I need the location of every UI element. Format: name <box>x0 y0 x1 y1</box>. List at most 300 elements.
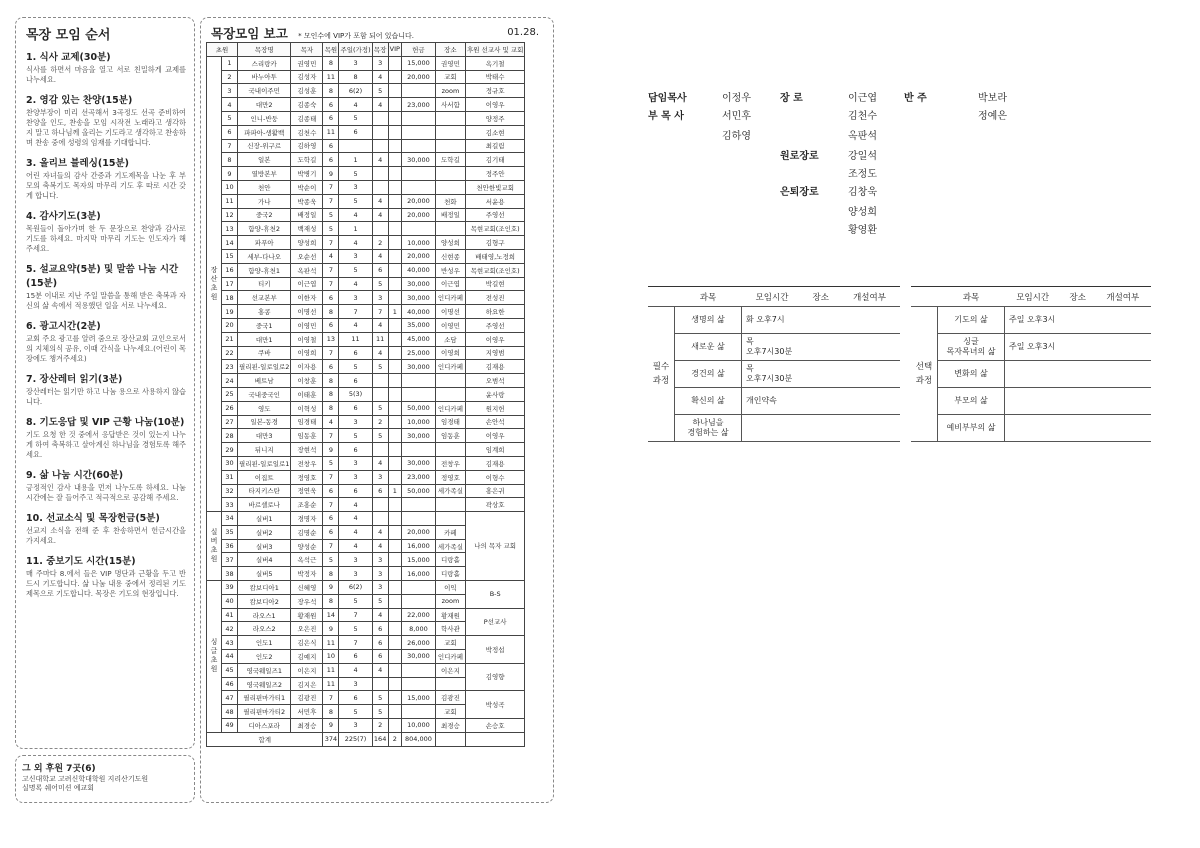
meeting-order-list <box>16 49 194 599</box>
report-cell: 5 <box>339 111 372 125</box>
report-cell: 6 <box>323 98 339 112</box>
report-cell: 6(2) <box>339 581 372 595</box>
report-cell: 31 <box>222 470 238 484</box>
report-cell: 5 <box>339 360 372 374</box>
report-cell: 디랑홀 <box>435 567 465 581</box>
emeritus-elder-label: 원로장로 <box>780 151 819 162</box>
report-cell: 49 <box>222 719 238 733</box>
report-cell: 7 <box>323 498 339 512</box>
course-subject: 예비부부의 삶 <box>938 415 1005 442</box>
report-cell: 이한자 <box>291 291 323 305</box>
report-cell: 전성진 <box>465 291 524 305</box>
course-side-label: 선택과정 <box>911 307 938 442</box>
course-subject: 확신의 삶 <box>675 388 742 415</box>
report-row <box>207 291 525 305</box>
report-cell: 23,000 <box>401 98 435 112</box>
report-cell: 36 <box>222 539 238 553</box>
report-cell <box>388 139 401 153</box>
report-cell: 이은지 <box>435 663 465 677</box>
report-cell <box>388 346 401 360</box>
course-row <box>648 334 900 361</box>
report-cell: 천화 <box>435 194 465 208</box>
report-cell-missionary: 박정섭 <box>465 636 524 664</box>
meeting-order-item <box>26 510 186 546</box>
report-cell: 45,000 <box>401 332 435 346</box>
report-cell: 이근엽 <box>291 277 323 291</box>
report-cell: 5 <box>339 263 372 277</box>
report-cell: 6(2) <box>339 84 372 98</box>
report-cell: 5 <box>323 553 339 567</box>
report-cell: 10 <box>222 180 238 194</box>
associate-pastor-name: 서민후 <box>722 111 751 122</box>
report-cell: 세가족실 <box>435 539 465 553</box>
report-cell: 41 <box>222 608 238 622</box>
report-cell: 2 <box>372 719 388 733</box>
report-cell <box>372 498 388 512</box>
report-cell: 이익 <box>435 581 465 595</box>
report-cell: 42 <box>222 622 238 636</box>
report-cell <box>372 111 388 125</box>
report-cell: 13 <box>222 222 238 236</box>
report-cell: 6 <box>339 374 372 388</box>
course-subject: 부모의 삶 <box>938 388 1005 415</box>
report-cell <box>388 622 401 636</box>
report-cell <box>388 650 401 664</box>
report-cell: 7 <box>339 636 372 650</box>
report-row <box>207 332 525 346</box>
report-cell: 목현교회(조인호) <box>465 263 524 277</box>
report-cell: 14 <box>323 608 339 622</box>
report-cell: 4 <box>339 539 372 553</box>
report-cell: 30,000 <box>401 291 435 305</box>
report-cell <box>388 208 401 222</box>
report-cell: 주영선 <box>465 318 524 332</box>
report-cell-missionary: 박성곡 <box>465 691 524 719</box>
report-cell: 50,000 <box>401 484 435 498</box>
report-cell: 6 <box>323 153 339 167</box>
report-cell: 캄보디아2 <box>238 594 291 608</box>
report-cell <box>401 387 435 401</box>
report-cell: 1 <box>388 305 401 319</box>
course-row <box>911 415 1151 442</box>
course-subject: 변화의 삶 <box>938 361 1005 388</box>
report-cell <box>388 153 401 167</box>
report-cell: 20,000 <box>401 525 435 539</box>
retired-elder-name: 황영환 <box>848 225 877 236</box>
report-cell: 9 <box>323 167 339 181</box>
report-cell: 권영민 <box>435 56 465 70</box>
course-header-side <box>911 287 938 307</box>
report-cell <box>388 332 401 346</box>
report-cell: 20,000 <box>401 194 435 208</box>
report-cell: 20,000 <box>401 70 435 84</box>
report-cell <box>372 167 388 181</box>
report-cell: 스리랑카 <box>238 56 291 70</box>
report-cell: 4 <box>372 208 388 222</box>
report-cell: 3 <box>372 553 388 567</box>
report-cell <box>401 374 435 388</box>
report-cell: 35 <box>222 525 238 539</box>
course-time <box>1005 388 1152 415</box>
emeritus-elder-name: 강일석 <box>848 151 877 162</box>
report-cell <box>339 139 372 153</box>
report-cell: 이명선 <box>291 305 323 319</box>
report-cell: 11 <box>339 332 372 346</box>
report-cell: 5 <box>222 111 238 125</box>
course-time <box>742 415 901 442</box>
report-cell <box>388 236 401 250</box>
report-total-vip: 2 <box>388 732 401 746</box>
report-cell: 박태수 <box>465 70 524 84</box>
report-cell: 3 <box>339 677 372 691</box>
report-cell: 옥기철 <box>465 56 524 70</box>
report-cell: 1 <box>339 222 372 236</box>
report-cell: 25 <box>222 387 238 401</box>
report-cell: 16 <box>222 263 238 277</box>
report-cell: 홍콩 <box>238 305 291 319</box>
report-row <box>207 636 525 650</box>
report-cell: 최경승 <box>435 719 465 733</box>
report-cell <box>435 222 465 236</box>
course-time: 목 오후7시30분 <box>742 334 901 361</box>
report-cell: 교회 <box>435 70 465 84</box>
report-cell: 4 <box>372 346 388 360</box>
report-cell: 8 <box>323 374 339 388</box>
report-cell: 세부-다나오 <box>238 249 291 263</box>
course-header-cell: 개설여부 <box>839 287 900 307</box>
report-cell: 6 <box>339 346 372 360</box>
report-cell: 5 <box>339 622 372 636</box>
report-cell: 37 <box>222 553 238 567</box>
report-cell: 7 <box>323 429 339 443</box>
report-title: 목장모임 보고 <box>211 26 288 41</box>
report-cell: 3 <box>372 291 388 305</box>
report-cell: 5 <box>372 594 388 608</box>
report-cell: 라오스2 <box>238 622 291 636</box>
report-cell <box>388 98 401 112</box>
meeting-order-title: 목장 모임 순서 <box>26 28 111 43</box>
retired-elder-name: 양성희 <box>848 207 877 218</box>
report-cell: 40,000 <box>401 305 435 319</box>
report-cell: 6 <box>323 360 339 374</box>
report-cell <box>388 70 401 84</box>
report-cell: 48 <box>222 705 238 719</box>
report-cell-missionary: 나의 목자 교회 <box>465 512 524 581</box>
report-header-cell: 장소 <box>435 43 465 57</box>
report-cell: 17 <box>222 277 238 291</box>
report-cell: 4 <box>372 318 388 332</box>
report-cell <box>388 125 401 139</box>
course-time: 주일 오후3시 <box>1005 334 1152 361</box>
report-group-cell: 실버초원 <box>207 512 222 581</box>
report-cell <box>388 374 401 388</box>
report-row <box>207 456 525 470</box>
report-cell: 사서함 <box>435 98 465 112</box>
report-cell: 3 <box>372 470 388 484</box>
meeting-order-item <box>26 261 186 311</box>
report-cell: 3 <box>339 567 372 581</box>
report-cell: 11 <box>323 70 339 84</box>
report-cell: 11 <box>372 332 388 346</box>
report-cell: 영도 <box>238 401 291 415</box>
report-cell: 파푸아 <box>238 236 291 250</box>
report-cell: 국내중국인 <box>238 387 291 401</box>
report-cell: 인디카페 <box>435 360 465 374</box>
report-cell: 3 <box>222 84 238 98</box>
meeting-order-item <box>26 553 186 599</box>
report-cell: 6 <box>372 650 388 664</box>
report-cell: 장우석 <box>291 594 323 608</box>
report-cell: 23 <box>222 360 238 374</box>
report-cell: 4 <box>372 153 388 167</box>
report-cell: 5 <box>339 167 372 181</box>
report-cell: zoom <box>435 84 465 98</box>
report-cell: 뒤니지 <box>238 443 291 457</box>
report-cell <box>388 415 401 429</box>
report-cell: 이명선 <box>435 305 465 319</box>
meeting-order-item-desc: 선교지 소식을 전해 준 후 찬송하면서 헌금시간을 가지세요. <box>26 526 186 545</box>
report-cell: 하요한 <box>465 305 524 319</box>
course-time: 주일 오후3시 <box>1005 307 1152 334</box>
report-row <box>207 484 525 498</box>
course-header-cell: 모임시간 <box>742 287 803 307</box>
report-header-cell: 초원 <box>207 43 238 57</box>
report-cell: 7 <box>339 305 372 319</box>
report-cell: 15 <box>222 249 238 263</box>
report-cell: 바누아투 <box>238 70 291 84</box>
report-cell: 5 <box>372 277 388 291</box>
report-row <box>207 608 525 622</box>
report-cell: 지영범 <box>465 346 524 360</box>
report-cell: 정주안 <box>465 167 524 181</box>
report-cell: 6 <box>323 525 339 539</box>
required-course-table <box>648 286 900 442</box>
report-cell <box>388 277 401 291</box>
report-row <box>207 249 525 263</box>
report-cell <box>401 180 435 194</box>
report-cell <box>388 553 401 567</box>
report-cell: 30,000 <box>401 360 435 374</box>
report-cell: 5 <box>372 401 388 415</box>
report-cell <box>388 677 401 691</box>
elder-name: 옥판석 <box>848 131 877 142</box>
report-cell <box>388 56 401 70</box>
meeting-order-item-title: 10. 선교소식 및 목장헌금(5분) <box>26 513 160 524</box>
report-cell: 7 <box>323 470 339 484</box>
meeting-order-item-title: 6. 광고시간(2분) <box>26 321 101 332</box>
report-cell: 10,000 <box>401 236 435 250</box>
report-panel <box>200 17 554 803</box>
report-cell: 1 <box>388 484 401 498</box>
report-cell: 7 <box>323 346 339 360</box>
report-cell <box>435 125 465 139</box>
report-cell: 이영철 <box>291 332 323 346</box>
report-cell <box>372 139 388 153</box>
report-cell <box>388 194 401 208</box>
report-cell: 8 <box>323 305 339 319</box>
report-cell: 김하영 <box>291 139 323 153</box>
report-cell: 19 <box>222 305 238 319</box>
report-cell: 천안 <box>238 180 291 194</box>
report-cell: 10,000 <box>401 719 435 733</box>
report-cell: 5 <box>323 456 339 470</box>
report-cell: 9 <box>323 719 339 733</box>
report-cell: 정규호 <box>465 84 524 98</box>
report-cell: 3 <box>339 470 372 484</box>
retired-elder-label: 은퇴장로 <box>780 187 819 198</box>
report-cell: 6 <box>339 650 372 664</box>
report-cell: 6 <box>323 139 339 153</box>
report-cell: 5 <box>323 222 339 236</box>
report-cell <box>435 139 465 153</box>
report-cell: 신혜영 <box>291 581 323 595</box>
report-cell <box>401 125 435 139</box>
report-cell: 4 <box>372 608 388 622</box>
report-row <box>207 401 525 415</box>
report-row <box>207 443 525 457</box>
report-cell <box>401 84 435 98</box>
report-cell <box>388 167 401 181</box>
elective-course-table <box>911 286 1151 442</box>
report-cell: 3 <box>339 719 372 733</box>
report-cell: 백재성 <box>291 222 323 236</box>
report-cell <box>388 401 401 415</box>
report-cell: 타지키스탄 <box>238 484 291 498</box>
report-cell: 6 <box>323 291 339 305</box>
report-row <box>207 512 525 526</box>
course-row <box>648 388 900 415</box>
report-cell: 김재용 <box>465 360 524 374</box>
report-cell: 30,000 <box>401 277 435 291</box>
course-row <box>648 361 900 388</box>
report-cell: 50,000 <box>401 401 435 415</box>
report-cell: 20 <box>222 318 238 332</box>
report-cell: 디아스포라 <box>238 719 291 733</box>
report-cell: 8 <box>323 56 339 70</box>
report-body <box>207 56 525 746</box>
report-cell: 실버3 <box>238 539 291 553</box>
report-cell: 이자용 <box>291 360 323 374</box>
meeting-order-item <box>26 208 186 254</box>
report-cell: 주영선 <box>465 208 524 222</box>
report-cell: 쿠바 <box>238 346 291 360</box>
report-cell: 김기태 <box>465 153 524 167</box>
report-cell: 목현교회(조인호) <box>465 222 524 236</box>
course-header-cell: 장소 <box>1061 287 1095 307</box>
report-cell: 46 <box>222 677 238 691</box>
report-total-mokjang: 164 <box>372 732 388 746</box>
report-cell: 15,000 <box>401 56 435 70</box>
report-cell <box>388 663 401 677</box>
report-cell: 12 <box>222 208 238 222</box>
course-header-cell: 개설여부 <box>1095 287 1151 307</box>
report-row <box>207 222 525 236</box>
report-cell: 6 <box>372 622 388 636</box>
report-group-cell: 싱글초원 <box>207 581 222 733</box>
report-row <box>207 98 525 112</box>
report-cell: 11 <box>323 677 339 691</box>
report-cell <box>401 663 435 677</box>
report-cell: 8 <box>323 84 339 98</box>
report-cell: 32 <box>222 484 238 498</box>
report-header-row <box>207 43 525 57</box>
report-row <box>207 691 525 705</box>
report-cell: 30,000 <box>401 153 435 167</box>
report-cell: 함양-휴천2 <box>238 222 291 236</box>
report-cell: 오범석 <box>465 374 524 388</box>
report-cell <box>401 139 435 153</box>
report-cell: 반성우 <box>435 263 465 277</box>
report-cell: 전창우 <box>435 456 465 470</box>
report-cell: 권영민 <box>291 56 323 70</box>
report-cell: 대만1 <box>238 332 291 346</box>
report-cell <box>388 705 401 719</box>
report-cell <box>388 456 401 470</box>
report-cell <box>388 429 401 443</box>
report-cell: 대만3 <box>238 429 291 443</box>
report-cell-missionary: P선교사 <box>465 608 524 636</box>
report-cell <box>372 512 388 526</box>
report-cell: 손안석 <box>465 415 524 429</box>
report-cell: 3 <box>339 553 372 567</box>
report-cell: zoom <box>435 594 465 608</box>
meeting-order-panel <box>15 17 195 749</box>
report-cell <box>435 374 465 388</box>
report-cell: 신현종 <box>435 249 465 263</box>
report-cell: 6 <box>323 512 339 526</box>
report-cell: 서민후 <box>291 705 323 719</box>
report-row <box>207 663 525 677</box>
report-cell: 4 <box>339 277 372 291</box>
report-row <box>207 56 525 70</box>
report-cell <box>388 581 401 595</box>
report-cell: 5 <box>339 194 372 208</box>
report-row <box>207 84 525 98</box>
elder-name: 이근엽 <box>848 93 877 104</box>
report-cell: 5 <box>339 705 372 719</box>
report-cell: 10,000 <box>401 415 435 429</box>
report-cell: 함양-휴천1 <box>238 263 291 277</box>
report-cell <box>372 443 388 457</box>
report-cell: 김지은 <box>291 677 323 691</box>
report-cell: 황재원 <box>435 608 465 622</box>
report-cell: 6 <box>372 484 388 498</box>
report-cell: 6 <box>222 125 238 139</box>
report-cell: 9 <box>323 581 339 595</box>
report-total-empty <box>435 732 465 746</box>
report-cell <box>401 581 435 595</box>
report-cell: 김천수 <box>291 125 323 139</box>
report-cell: 20,000 <box>401 249 435 263</box>
report-row <box>207 305 525 319</box>
accompanist-name: 정예은 <box>978 111 1007 122</box>
retired-elder-name: 김창욱 <box>848 187 877 198</box>
report-cell: 3 <box>372 581 388 595</box>
report-cell: 28 <box>222 429 238 443</box>
elder-label: 장 로 <box>780 93 803 104</box>
report-cell <box>388 387 401 401</box>
report-cell: 3 <box>339 180 372 194</box>
course-time <box>1005 361 1152 388</box>
report-cell <box>388 180 401 194</box>
report-cell: 옥판석 <box>291 263 323 277</box>
report-row <box>207 208 525 222</box>
report-cell: 라오스1 <box>238 608 291 622</box>
senior-pastor-name: 이정우 <box>722 93 751 104</box>
report-cell: 손승호 <box>465 719 524 733</box>
report-cell: 필리핀마가티1 <box>238 691 291 705</box>
report-cell: 5 <box>339 594 372 608</box>
